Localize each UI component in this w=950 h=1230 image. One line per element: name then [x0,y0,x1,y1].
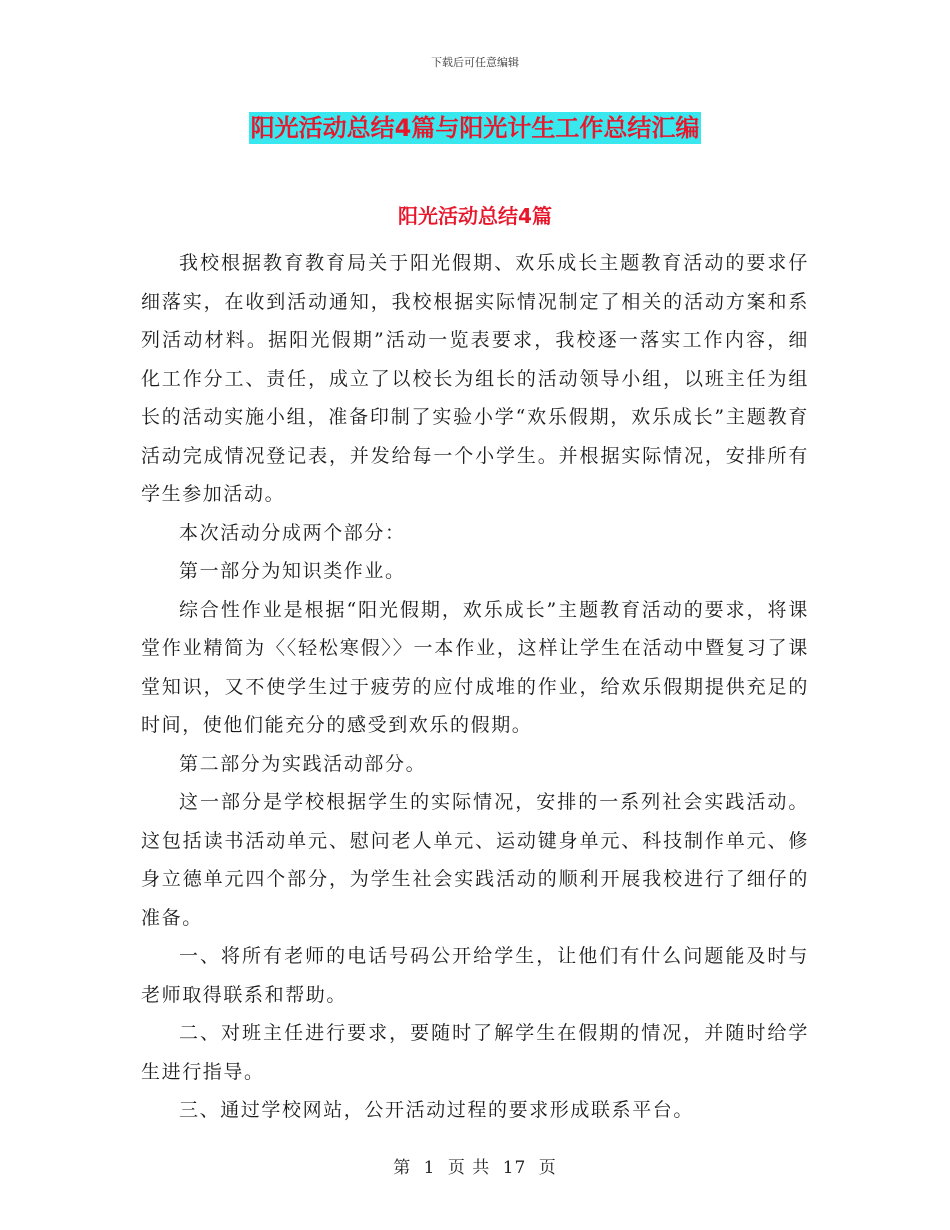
footer-middle: 页 共 [447,1158,491,1178]
document-title: 阳光活动总结4篇与阳光计生工作总结汇编 [250,114,700,142]
footer-total-pages: 17 [502,1158,527,1178]
document-body [141,244,809,1130]
section-title: 阳光活动总结4篇 [398,204,552,228]
paragraph-4: 综合性作业是根据“阳光假期，欢乐成长”主题教育活动的要求，将课堂作业精简为〈〈轻松寒假〉〉一本作业，这样让学生在活动中暨复习了课堂知识，又不使学生过于疲劳的应付成堆的作业，给欢乐假期提供充足的时间，使他们能充分的感受到欢乐的假期。 [141,598,809,736]
page-footer [0,1153,950,1178]
paragraph-6: 这一部分是学校根据学生的实际情况，安排的一系列社会实践活动。这包括读书活动单元、慰问老人单元、运动键身单元、科技制作单元、修身立德单元四个部分，为学生社会实践活动的顺利开展我校进行了细仔的准备。 [141,791,809,929]
header-note: 下载后可任意编辑 [431,56,519,69]
paragraph-8: 二、对班主任进行要求，要随时了解学生在假期的情况，并随时给学生进行指导。 [141,1022,809,1083]
document-title-container [0,112,950,144]
paragraph-5: 第二部分为实践活动部分。 [179,752,427,775]
footer-suffix: 页 [538,1158,557,1178]
footer-prefix: 第 [393,1158,412,1178]
paragraph-3: 第一部分为知识类作业。 [179,560,406,582]
paragraph-7: 一、将所有老师的电话号码公开给学生，让他们有什么问题能及时与老师取得联系和帮助。 [141,945,809,1006]
paragraph-2: 本次活动分成两个部分： [179,521,406,544]
footer-page-number: 1 [423,1158,436,1178]
paragraph-1: 我校根据教育教育局关于阳光假期、欢乐成长主题教育活动的要求仔细落实，在收到活动通知，我校根据实际情况制定了相关的活动方案和系列活动材料。据阳光假期”活动一览表要求，我校逐一落实工作内容，细化工作分工、责任，成立了以校长为组长的活动领导小组，以班主任为组长的活动实施小组，准备印制了实验小学“欢乐假期，欢乐成长”主题教育活动完成情况登记表，并发给每一个小学生。并根据实际情况，安排所有学生参加活动。 [141,252,809,505]
paragraph-9: 三、通过学校网站，公开活动过程的要求形成联系平台。 [179,1099,695,1121]
